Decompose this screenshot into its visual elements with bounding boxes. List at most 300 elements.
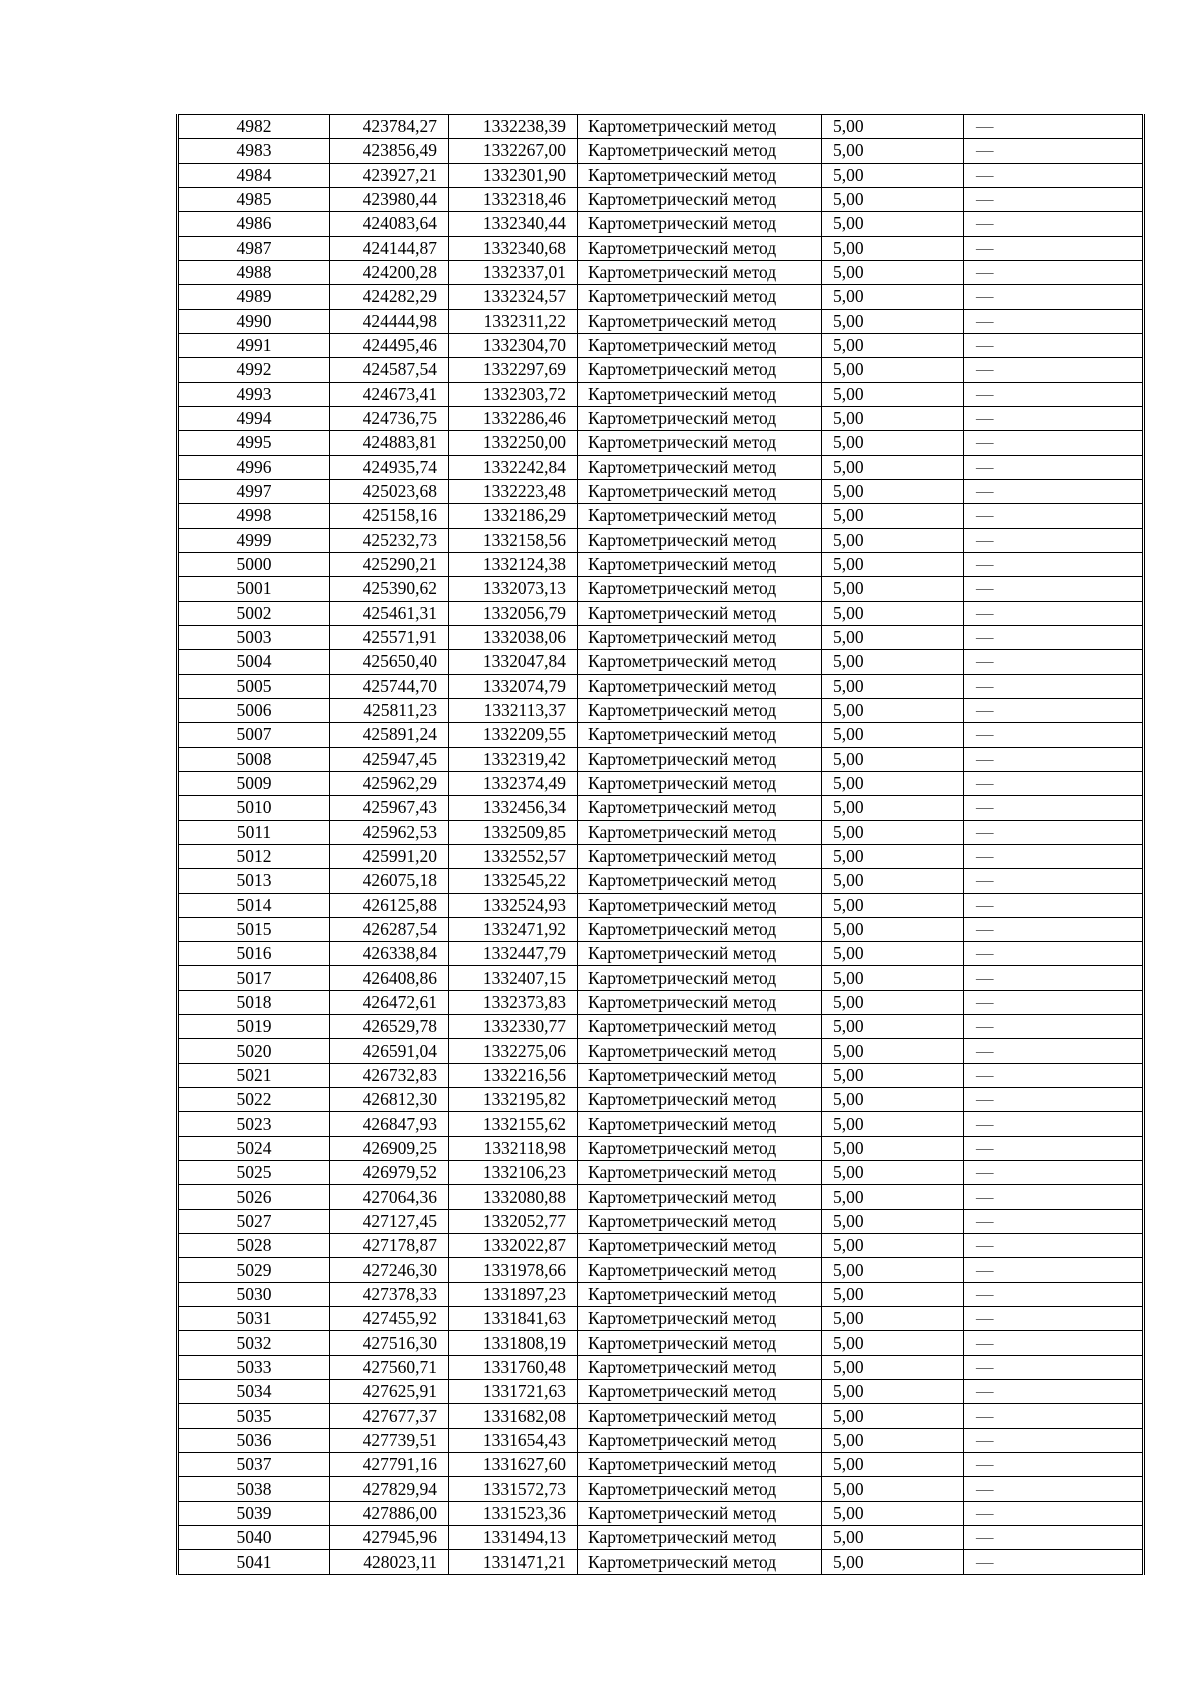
- note-cell: —: [964, 625, 1144, 649]
- accuracy-cell: 5,00: [822, 115, 964, 139]
- note-cell: —: [964, 1234, 1144, 1258]
- y-coordinate-cell: 1332113,37: [449, 698, 578, 722]
- table-row: [178, 1526, 1144, 1550]
- point-number-cell: 5020: [178, 1039, 330, 1063]
- method-cell: Картометрический метод: [578, 1112, 822, 1136]
- x-coordinate-cell: 423980,44: [330, 187, 449, 211]
- y-coordinate-cell: 1331572,73: [449, 1477, 578, 1501]
- note-cell: —: [964, 455, 1144, 479]
- table-row: [178, 1404, 1144, 1428]
- table-row: [178, 1136, 1144, 1160]
- table-row: [178, 1234, 1144, 1258]
- point-number-cell: 5016: [178, 942, 330, 966]
- x-coordinate-cell: 427246,30: [330, 1258, 449, 1282]
- accuracy-cell: 5,00: [822, 1112, 964, 1136]
- x-coordinate-cell: 425744,70: [330, 674, 449, 698]
- y-coordinate-cell: 1332545,22: [449, 869, 578, 893]
- method-cell: Картометрический метод: [578, 1039, 822, 1063]
- y-coordinate-cell: 1332407,15: [449, 966, 578, 990]
- method-cell: Картометрический метод: [578, 601, 822, 625]
- table-row: [178, 893, 1144, 917]
- note-cell: —: [964, 1477, 1144, 1501]
- method-cell: Картометрический метод: [578, 115, 822, 139]
- note-cell: —: [964, 358, 1144, 382]
- method-cell: Картометрический метод: [578, 577, 822, 601]
- note-cell: —: [964, 869, 1144, 893]
- table-row: [178, 796, 1144, 820]
- y-coordinate-cell: 1332223,48: [449, 479, 578, 503]
- y-coordinate-cell: 1331682,08: [449, 1404, 578, 1428]
- note-cell: —: [964, 1526, 1144, 1550]
- accuracy-cell: 5,00: [822, 650, 964, 674]
- coordinates-table-body: [178, 115, 1144, 1575]
- note-cell: —: [964, 893, 1144, 917]
- note-cell: —: [964, 1161, 1144, 1185]
- point-number-cell: 4986: [178, 212, 330, 236]
- accuracy-cell: 5,00: [822, 1088, 964, 1112]
- note-cell: —: [964, 528, 1144, 552]
- y-coordinate-cell: 1331627,60: [449, 1453, 578, 1477]
- point-number-cell: 5025: [178, 1161, 330, 1185]
- y-coordinate-cell: 1332337,01: [449, 260, 578, 284]
- point-number-cell: 5035: [178, 1404, 330, 1428]
- point-number-cell: 5011: [178, 820, 330, 844]
- table-row: [178, 1307, 1144, 1331]
- accuracy-cell: 5,00: [822, 1209, 964, 1233]
- point-number-cell: 5007: [178, 723, 330, 747]
- note-cell: —: [964, 236, 1144, 260]
- note-cell: —: [964, 1355, 1144, 1379]
- accuracy-cell: 5,00: [822, 1185, 964, 1209]
- table-row: [178, 455, 1144, 479]
- x-coordinate-cell: 425461,31: [330, 601, 449, 625]
- table-row: [178, 1161, 1144, 1185]
- note-cell: —: [964, 796, 1144, 820]
- method-cell: Картометрический метод: [578, 260, 822, 284]
- method-cell: Картометрический метод: [578, 236, 822, 260]
- x-coordinate-cell: 426847,93: [330, 1112, 449, 1136]
- table-row: [178, 552, 1144, 576]
- method-cell: Картометрический метод: [578, 455, 822, 479]
- point-number-cell: 5010: [178, 796, 330, 820]
- y-coordinate-cell: 1331760,48: [449, 1355, 578, 1379]
- x-coordinate-cell: 425947,45: [330, 747, 449, 771]
- table-row: [178, 528, 1144, 552]
- method-cell: Картометрический метод: [578, 1477, 822, 1501]
- accuracy-cell: 5,00: [822, 1307, 964, 1331]
- note-cell: —: [964, 1088, 1144, 1112]
- accuracy-cell: 5,00: [822, 1428, 964, 1452]
- point-number-cell: 5018: [178, 990, 330, 1014]
- method-cell: Картометрический метод: [578, 1136, 822, 1160]
- y-coordinate-cell: 1332022,87: [449, 1234, 578, 1258]
- method-cell: Картометрический метод: [578, 1453, 822, 1477]
- x-coordinate-cell: 424883,81: [330, 431, 449, 455]
- point-number-cell: 5021: [178, 1063, 330, 1087]
- accuracy-cell: 5,00: [822, 966, 964, 990]
- x-coordinate-cell: 427560,71: [330, 1355, 449, 1379]
- accuracy-cell: 5,00: [822, 139, 964, 163]
- method-cell: Картометрический метод: [578, 942, 822, 966]
- x-coordinate-cell: 425962,53: [330, 820, 449, 844]
- point-number-cell: 5032: [178, 1331, 330, 1355]
- method-cell: Картометрический метод: [578, 479, 822, 503]
- point-number-cell: 4996: [178, 455, 330, 479]
- y-coordinate-cell: 1332209,55: [449, 723, 578, 747]
- y-coordinate-cell: 1332267,00: [449, 139, 578, 163]
- table-row: [178, 771, 1144, 795]
- point-number-cell: 4995: [178, 431, 330, 455]
- accuracy-cell: 5,00: [822, 1063, 964, 1087]
- x-coordinate-cell: 425962,29: [330, 771, 449, 795]
- accuracy-cell: 5,00: [822, 1136, 964, 1160]
- x-coordinate-cell: 425232,73: [330, 528, 449, 552]
- method-cell: Картометрический метод: [578, 1209, 822, 1233]
- table-row: [178, 1501, 1144, 1525]
- point-number-cell: 5015: [178, 917, 330, 941]
- accuracy-cell: 5,00: [822, 1355, 964, 1379]
- y-coordinate-cell: 1332552,57: [449, 844, 578, 868]
- y-coordinate-cell: 1331841,63: [449, 1307, 578, 1331]
- note-cell: —: [964, 747, 1144, 771]
- y-coordinate-cell: 1332447,79: [449, 942, 578, 966]
- accuracy-cell: 5,00: [822, 212, 964, 236]
- accuracy-cell: 5,00: [822, 187, 964, 211]
- y-coordinate-cell: 1332250,00: [449, 431, 578, 455]
- accuracy-cell: 5,00: [822, 820, 964, 844]
- table-row: [178, 747, 1144, 771]
- point-number-cell: 5037: [178, 1453, 330, 1477]
- point-number-cell: 5000: [178, 552, 330, 576]
- note-cell: —: [964, 1136, 1144, 1160]
- x-coordinate-cell: 424282,29: [330, 285, 449, 309]
- note-cell: —: [964, 1015, 1144, 1039]
- table-row: [178, 406, 1144, 430]
- x-coordinate-cell: 425811,23: [330, 698, 449, 722]
- x-coordinate-cell: 425991,20: [330, 844, 449, 868]
- x-coordinate-cell: 426591,04: [330, 1039, 449, 1063]
- table-row: [178, 504, 1144, 528]
- method-cell: Картометрический метод: [578, 1088, 822, 1112]
- accuracy-cell: 5,00: [822, 869, 964, 893]
- point-number-cell: 5001: [178, 577, 330, 601]
- table-row: [178, 1380, 1144, 1404]
- y-coordinate-cell: 1332195,82: [449, 1088, 578, 1112]
- note-cell: —: [964, 1501, 1144, 1525]
- table-row: [178, 358, 1144, 382]
- y-coordinate-cell: 1332275,06: [449, 1039, 578, 1063]
- accuracy-cell: 5,00: [822, 771, 964, 795]
- note-cell: —: [964, 309, 1144, 333]
- table-row: [178, 577, 1144, 601]
- table-row: [178, 1477, 1144, 1501]
- note-cell: —: [964, 1282, 1144, 1306]
- y-coordinate-cell: 1332286,46: [449, 406, 578, 430]
- method-cell: Картометрический метод: [578, 1063, 822, 1087]
- table-row: [178, 479, 1144, 503]
- accuracy-cell: 5,00: [822, 504, 964, 528]
- accuracy-cell: 5,00: [822, 601, 964, 625]
- y-coordinate-cell: 1332155,62: [449, 1112, 578, 1136]
- table-row: [178, 625, 1144, 649]
- point-number-cell: 5004: [178, 650, 330, 674]
- x-coordinate-cell: 423856,49: [330, 139, 449, 163]
- note-cell: —: [964, 115, 1144, 139]
- point-number-cell: 4985: [178, 187, 330, 211]
- note-cell: —: [964, 966, 1144, 990]
- y-coordinate-cell: 1332047,84: [449, 650, 578, 674]
- point-number-cell: 5039: [178, 1501, 330, 1525]
- note-cell: —: [964, 1453, 1144, 1477]
- accuracy-cell: 5,00: [822, 455, 964, 479]
- method-cell: Картометрический метод: [578, 139, 822, 163]
- table-row: [178, 163, 1144, 187]
- x-coordinate-cell: 426287,54: [330, 917, 449, 941]
- note-cell: —: [964, 479, 1144, 503]
- x-coordinate-cell: 426338,84: [330, 942, 449, 966]
- point-number-cell: 5041: [178, 1550, 330, 1574]
- accuracy-cell: 5,00: [822, 1477, 964, 1501]
- table-row: [178, 382, 1144, 406]
- point-number-cell: 4998: [178, 504, 330, 528]
- method-cell: Картометрический метод: [578, 893, 822, 917]
- method-cell: Картометрический метод: [578, 309, 822, 333]
- accuracy-cell: 5,00: [822, 1501, 964, 1525]
- x-coordinate-cell: 425390,62: [330, 577, 449, 601]
- point-number-cell: 5014: [178, 893, 330, 917]
- method-cell: Картометрический метод: [578, 431, 822, 455]
- table-row: [178, 260, 1144, 284]
- note-cell: —: [964, 844, 1144, 868]
- method-cell: Картометрический метод: [578, 1550, 822, 1574]
- accuracy-cell: 5,00: [822, 1282, 964, 1306]
- accuracy-cell: 5,00: [822, 479, 964, 503]
- note-cell: —: [964, 990, 1144, 1014]
- y-coordinate-cell: 1331494,13: [449, 1526, 578, 1550]
- point-number-cell: 4982: [178, 115, 330, 139]
- method-cell: Картометрический метод: [578, 844, 822, 868]
- table-row: [178, 844, 1144, 868]
- x-coordinate-cell: 426909,25: [330, 1136, 449, 1160]
- method-cell: Картометрический метод: [578, 747, 822, 771]
- table-row: [178, 990, 1144, 1014]
- method-cell: Картометрический метод: [578, 1307, 822, 1331]
- y-coordinate-cell: 1331654,43: [449, 1428, 578, 1452]
- note-cell: —: [964, 1550, 1144, 1574]
- y-coordinate-cell: 1332073,13: [449, 577, 578, 601]
- method-cell: Картометрический метод: [578, 674, 822, 698]
- note-cell: —: [964, 820, 1144, 844]
- accuracy-cell: 5,00: [822, 552, 964, 576]
- y-coordinate-cell: 1332340,68: [449, 236, 578, 260]
- accuracy-cell: 5,00: [822, 674, 964, 698]
- point-number-cell: 5017: [178, 966, 330, 990]
- y-coordinate-cell: 1331808,19: [449, 1331, 578, 1355]
- note-cell: —: [964, 163, 1144, 187]
- x-coordinate-cell: 425158,16: [330, 504, 449, 528]
- point-number-cell: 5008: [178, 747, 330, 771]
- x-coordinate-cell: 427886,00: [330, 1501, 449, 1525]
- method-cell: Картометрический метод: [578, 820, 822, 844]
- x-coordinate-cell: 427516,30: [330, 1331, 449, 1355]
- method-cell: Картометрический метод: [578, 698, 822, 722]
- accuracy-cell: 5,00: [822, 796, 964, 820]
- method-cell: Картометрический метод: [578, 187, 822, 211]
- accuracy-cell: 5,00: [822, 1453, 964, 1477]
- accuracy-cell: 5,00: [822, 625, 964, 649]
- method-cell: Картометрический метод: [578, 1380, 822, 1404]
- point-number-cell: 5006: [178, 698, 330, 722]
- method-cell: Картометрический метод: [578, 625, 822, 649]
- x-coordinate-cell: 427677,37: [330, 1404, 449, 1428]
- x-coordinate-cell: 425023,68: [330, 479, 449, 503]
- note-cell: —: [964, 1331, 1144, 1355]
- accuracy-cell: 5,00: [822, 333, 964, 357]
- note-cell: —: [964, 650, 1144, 674]
- accuracy-cell: 5,00: [822, 917, 964, 941]
- point-number-cell: 5034: [178, 1380, 330, 1404]
- x-coordinate-cell: 425967,43: [330, 796, 449, 820]
- x-coordinate-cell: 427829,94: [330, 1477, 449, 1501]
- method-cell: Картометрический метод: [578, 1428, 822, 1452]
- note-cell: —: [964, 431, 1144, 455]
- note-cell: —: [964, 723, 1144, 747]
- x-coordinate-cell: 426979,52: [330, 1161, 449, 1185]
- y-coordinate-cell: 1331978,66: [449, 1258, 578, 1282]
- y-coordinate-cell: 1331897,23: [449, 1282, 578, 1306]
- point-number-cell: 5036: [178, 1428, 330, 1452]
- y-coordinate-cell: 1332374,49: [449, 771, 578, 795]
- point-number-cell: 5027: [178, 1209, 330, 1233]
- y-coordinate-cell: 1332056,79: [449, 601, 578, 625]
- point-number-cell: 5005: [178, 674, 330, 698]
- x-coordinate-cell: 424736,75: [330, 406, 449, 430]
- y-coordinate-cell: 1332052,77: [449, 1209, 578, 1233]
- point-number-cell: 5022: [178, 1088, 330, 1112]
- y-coordinate-cell: 1331471,21: [449, 1550, 578, 1574]
- y-coordinate-cell: 1332340,44: [449, 212, 578, 236]
- point-number-cell: 4984: [178, 163, 330, 187]
- table-row: [178, 723, 1144, 747]
- method-cell: Картометрический метод: [578, 1355, 822, 1379]
- x-coordinate-cell: 427064,36: [330, 1185, 449, 1209]
- x-coordinate-cell: 424444,98: [330, 309, 449, 333]
- table-row: [178, 1039, 1144, 1063]
- accuracy-cell: 5,00: [822, 723, 964, 747]
- table-row: [178, 139, 1144, 163]
- x-coordinate-cell: 427739,51: [330, 1428, 449, 1452]
- method-cell: Картометрический метод: [578, 504, 822, 528]
- point-number-cell: 4989: [178, 285, 330, 309]
- point-number-cell: 5029: [178, 1258, 330, 1282]
- method-cell: Картометрический метод: [578, 358, 822, 382]
- method-cell: Картометрический метод: [578, 966, 822, 990]
- y-coordinate-cell: 1332297,69: [449, 358, 578, 382]
- table-row: [178, 115, 1144, 139]
- table-row: [178, 942, 1144, 966]
- table-row: [178, 1015, 1144, 1039]
- y-coordinate-cell: 1332242,84: [449, 455, 578, 479]
- y-coordinate-cell: 1332074,79: [449, 674, 578, 698]
- note-cell: —: [964, 406, 1144, 430]
- x-coordinate-cell: 425891,24: [330, 723, 449, 747]
- point-number-cell: 5002: [178, 601, 330, 625]
- method-cell: Картометрический метод: [578, 869, 822, 893]
- method-cell: Картометрический метод: [578, 990, 822, 1014]
- accuracy-cell: 5,00: [822, 236, 964, 260]
- accuracy-cell: 5,00: [822, 1331, 964, 1355]
- method-cell: Картометрический метод: [578, 650, 822, 674]
- method-cell: Картометрический метод: [578, 333, 822, 357]
- y-coordinate-cell: 1332456,34: [449, 796, 578, 820]
- x-coordinate-cell: 424495,46: [330, 333, 449, 357]
- method-cell: Картометрический метод: [578, 552, 822, 576]
- method-cell: Картометрический метод: [578, 796, 822, 820]
- note-cell: —: [964, 552, 1144, 576]
- coordinates-table: [176, 114, 1145, 1575]
- y-coordinate-cell: 1332311,22: [449, 309, 578, 333]
- table-row: [178, 236, 1144, 260]
- method-cell: Картометрический метод: [578, 1015, 822, 1039]
- y-coordinate-cell: 1332318,46: [449, 187, 578, 211]
- y-coordinate-cell: 1332524,93: [449, 893, 578, 917]
- y-coordinate-cell: 1332509,85: [449, 820, 578, 844]
- accuracy-cell: 5,00: [822, 942, 964, 966]
- x-coordinate-cell: 427127,45: [330, 1209, 449, 1233]
- point-number-cell: 4997: [178, 479, 330, 503]
- table-row: [178, 1185, 1144, 1209]
- y-coordinate-cell: 1332330,77: [449, 1015, 578, 1039]
- method-cell: Картометрический метод: [578, 1526, 822, 1550]
- x-coordinate-cell: 427455,92: [330, 1307, 449, 1331]
- table-row: [178, 650, 1144, 674]
- accuracy-cell: 5,00: [822, 698, 964, 722]
- x-coordinate-cell: 426125,88: [330, 893, 449, 917]
- point-number-cell: 5040: [178, 1526, 330, 1550]
- point-number-cell: 5031: [178, 1307, 330, 1331]
- table-row: [178, 309, 1144, 333]
- accuracy-cell: 5,00: [822, 844, 964, 868]
- accuracy-cell: 5,00: [822, 1550, 964, 1574]
- table-row: [178, 820, 1144, 844]
- y-coordinate-cell: 1332186,29: [449, 504, 578, 528]
- point-number-cell: 5023: [178, 1112, 330, 1136]
- table-row: [178, 1112, 1144, 1136]
- point-number-cell: 5013: [178, 869, 330, 893]
- method-cell: Картометрический метод: [578, 1331, 822, 1355]
- x-coordinate-cell: 423927,21: [330, 163, 449, 187]
- x-coordinate-cell: 425650,40: [330, 650, 449, 674]
- x-coordinate-cell: 424144,87: [330, 236, 449, 260]
- note-cell: —: [964, 1209, 1144, 1233]
- accuracy-cell: 5,00: [822, 1380, 964, 1404]
- y-coordinate-cell: 1331523,36: [449, 1501, 578, 1525]
- method-cell: Картометрический метод: [578, 1404, 822, 1428]
- x-coordinate-cell: 423784,27: [330, 115, 449, 139]
- accuracy-cell: 5,00: [822, 406, 964, 430]
- x-coordinate-cell: 424673,41: [330, 382, 449, 406]
- note-cell: —: [964, 1258, 1144, 1282]
- method-cell: Картометрический метод: [578, 406, 822, 430]
- note-cell: —: [964, 1112, 1144, 1136]
- note-cell: —: [964, 1380, 1144, 1404]
- note-cell: —: [964, 1185, 1144, 1209]
- x-coordinate-cell: 426472,61: [330, 990, 449, 1014]
- method-cell: Картометрический метод: [578, 1258, 822, 1282]
- point-number-cell: 4990: [178, 309, 330, 333]
- table-row: [178, 1453, 1144, 1477]
- y-coordinate-cell: 1332319,42: [449, 747, 578, 771]
